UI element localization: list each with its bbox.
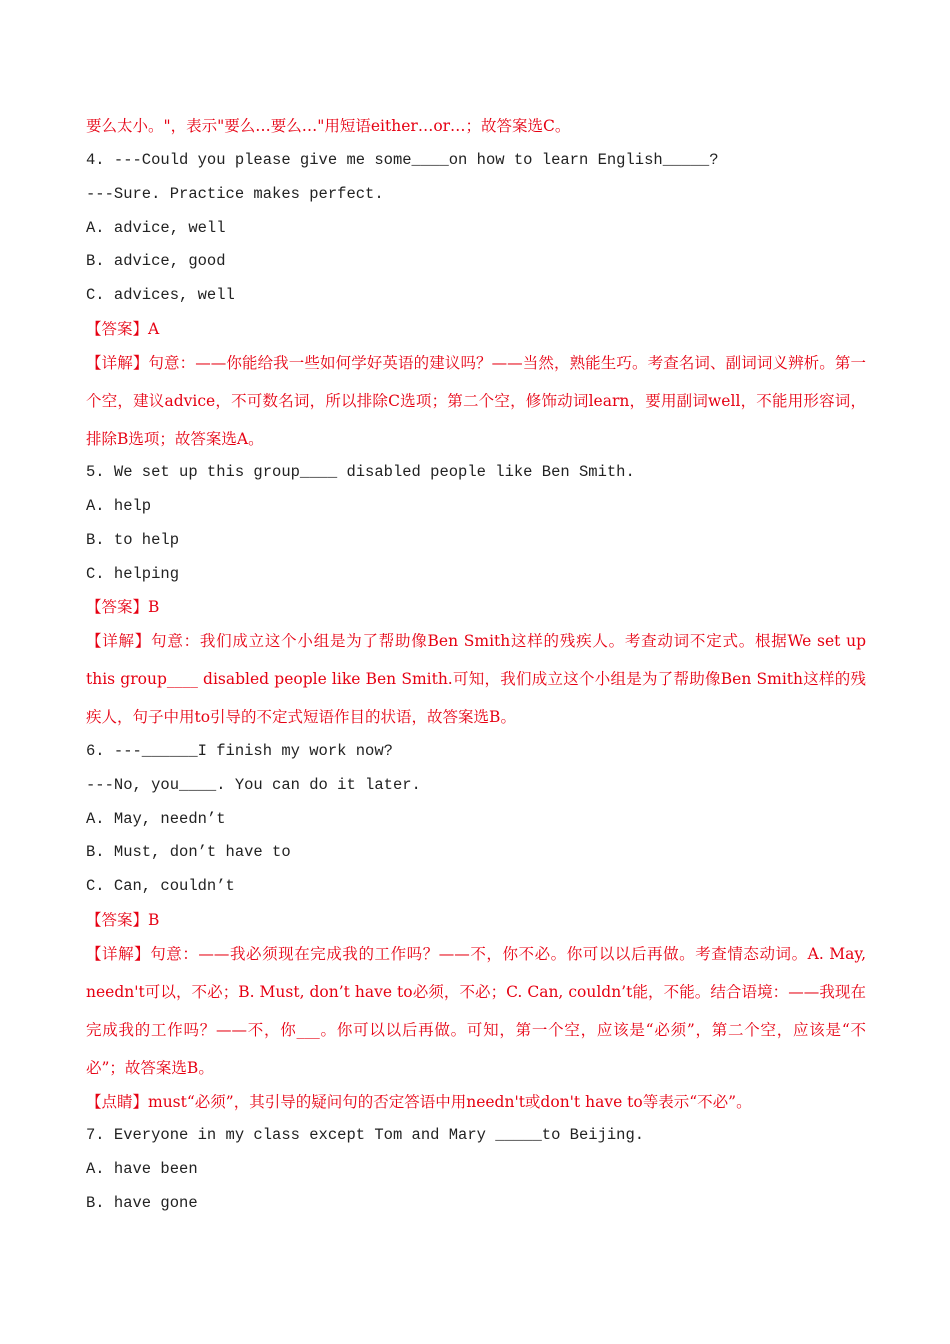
question-5: 5. We set up this group____ disabled people like Ben Smith. <box>86 463 635 481</box>
question-4-option-a: A. advice, well <box>86 219 226 237</box>
question-7-option-b: B. have gone <box>86 1194 198 1212</box>
question-6-tip: 【点睛】must“必须”，其引导的疑问句的否定答语中用needn't或don't have to等表示“不必”。 <box>86 1093 752 1111</box>
question-5-answer: 【答案】B <box>86 598 160 616</box>
question-5-option-b: B. to help <box>86 531 180 549</box>
question-6-option-b: B. Must, don’t have to <box>86 843 291 861</box>
question-4: 4. ---Could you please give me some____on how to learn English_____? <box>86 151 719 169</box>
question-4-option-c: C. advices, well <box>86 286 235 304</box>
question-6-explanation: 【详解】句意：——我必须现在完成我的工作吗？——不，你不必。你可以以后再做。考查情态动词。A. May, needn't可以，不必；B. Must, don’t have to必须，不必；C. Can, couldn’t能，不能。结合语境：——我现在完成我的工作吗？——不，你___。你可以以后再做。可知，第一个空，应该是“必须”，第二个空，应该是“不必”；故答案选B。 <box>86 945 866 1077</box>
question-6-option-c: C. Can, couldn’t <box>86 877 235 895</box>
question-4-explanation: 【详解】句意：——你能给我一些如何学好英语的建议吗？——当然，熟能生巧。考查名词、副词词义辨析。第一个空，建议advice，不可数名词，所以排除C选项；第二个空，修饰动词learn，要用副词well，不能用形容词，排除B选项；故答案选A。 <box>86 354 866 448</box>
question-5-option-c: C. helping <box>86 565 180 583</box>
previous-explanation-tail: 要么太小。"，表示"要么…要么…"用短语either…or…；故答案选C。 <box>86 117 571 135</box>
question-5-option-a: A. help <box>86 497 152 515</box>
question-7-option-a: A. have been <box>86 1160 198 1178</box>
question-6-answer: 【答案】B <box>86 911 160 929</box>
question-6: 6. ---______I finish my work now? <box>86 742 393 760</box>
question-4-option-b: B. advice, good <box>86 252 226 270</box>
question-4-dialog: ---Sure. Practice makes perfect. <box>86 185 384 203</box>
question-7: 7. Everyone in my class except Tom and Mary _____to Beijing. <box>86 1126 645 1144</box>
question-5-explanation: 【详解】句意：我们成立这个小组是为了帮助像Ben Smith这样的残疾人。考查动词不定式。根据We set up this group____ disabled people like Ben Smith.可知，我们成立这个小组是为了帮助像Ben Smith这样的残疾人，句子中用to引导的不定式短语作目的状语，故答案选B。 <box>86 632 866 726</box>
question-6-option-a: A. May, needn’t <box>86 810 226 828</box>
question-4-answer: 【答案】A <box>86 320 160 338</box>
question-6-dialog: ---No, you____. You can do it later. <box>86 776 421 794</box>
